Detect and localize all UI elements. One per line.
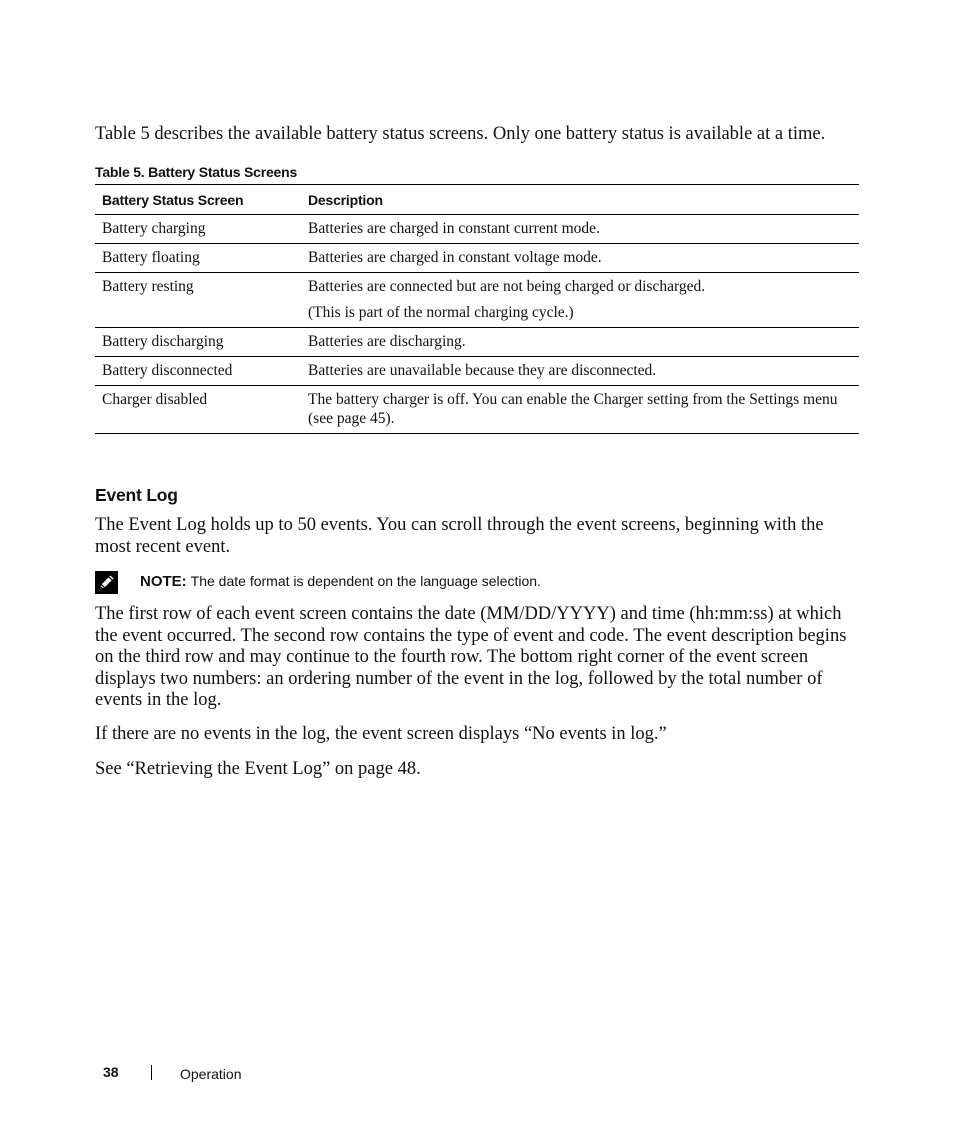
status-screen-cell: Battery resting	[95, 273, 301, 328]
note-callout	[95, 570, 860, 596]
table-row	[95, 357, 859, 386]
note-body: The date format is dependent on the language selection.	[190, 573, 541, 589]
event-log-paragraph: The Event Log holds up to 50 events. You can scroll through the event screens, beginning with the most recent event.	[95, 515, 824, 557]
no-events-paragraph: If there are no events in the log, the event screen displays “No events in log.”	[95, 724, 667, 744]
table-row	[95, 244, 859, 273]
status-screen-cell: Battery disconnected	[95, 357, 301, 386]
battery-status-table	[95, 184, 859, 434]
table-header-row	[95, 185, 859, 215]
note-pencil-icon	[95, 571, 118, 594]
page-footer	[103, 1062, 403, 1086]
table-row	[95, 386, 859, 434]
description-text: (This is part of the normal charging cycle.)	[308, 304, 574, 321]
description-text: Batteries are unavailable because they are disconnected.	[308, 362, 657, 379]
table-caption: Table 5. Battery Status Screens	[95, 164, 298, 180]
description-text: Batteries are connected but are not being charged or discharged.	[308, 278, 706, 295]
status-screen-cell: Battery floating	[95, 244, 301, 273]
table-row	[95, 273, 859, 328]
description-text: Batteries are discharging.	[308, 333, 466, 350]
note-text	[140, 573, 541, 590]
status-screen-cell: Battery charging	[95, 215, 301, 244]
status-screen-cell: Charger disabled	[95, 386, 301, 434]
footer-section-name: Operation	[180, 1066, 242, 1082]
description-cell	[301, 357, 859, 386]
column-header-description: Description	[301, 185, 859, 215]
description-cell	[301, 244, 859, 273]
description-cell	[301, 215, 859, 244]
intro-paragraph: Table 5 describes the available battery status screens. Only one battery status is available at a time.	[95, 124, 826, 144]
description-cell	[301, 328, 859, 357]
note-label: NOTE:	[140, 573, 187, 590]
table-row	[95, 215, 859, 244]
column-header-screen: Battery Status Screen	[95, 185, 301, 215]
description-cell	[301, 386, 859, 434]
description-text: Batteries are charged in constant voltage mode.	[308, 249, 602, 266]
footer-divider	[151, 1065, 152, 1080]
section-heading-event-log: Event Log	[95, 485, 178, 505]
event-screen-paragraph: The first row of each event screen contains the date (MM/DD/YYYY) and time (hh:mm:ss) at which the event occurred. The second row contains the type of event and code. The event description begins on the third row and may continue to the fourth row. The bottom right corner of the event screen displays two numbers: an ordering number of the event in the log, followed by the total number of events in the log.	[95, 604, 847, 710]
status-screen-cell: Battery discharging	[95, 328, 301, 357]
description-cell	[301, 273, 859, 328]
description-text: The battery charger is off. You can enable the Charger setting from the Settings menu (see page 45).	[308, 391, 838, 427]
table-row	[95, 328, 859, 357]
description-text: Batteries are charged in constant current mode.	[308, 220, 600, 237]
page-number: 38	[103, 1064, 119, 1080]
cross-reference-paragraph: See “Retrieving the Event Log” on page 48.	[95, 759, 421, 779]
